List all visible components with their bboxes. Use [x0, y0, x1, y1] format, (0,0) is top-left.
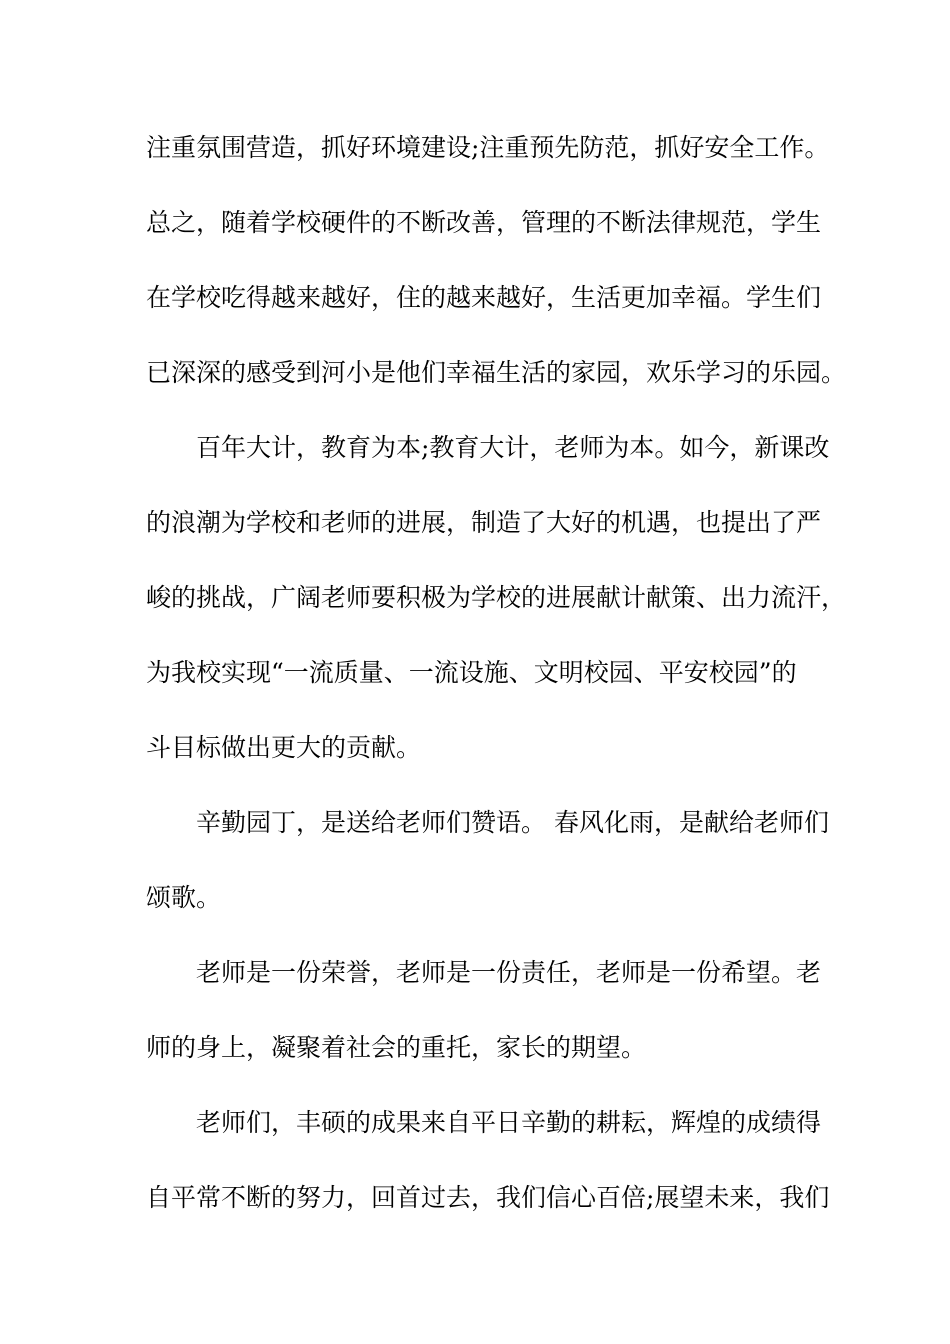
text-line: 峻的挑战，广阔老师要积极为学校的进展献计献策、出力流汗，	[146, 583, 847, 612]
text-line: 斗目标做出更大的贡献。	[146, 733, 422, 762]
text-line: 师的身上，凝聚着社会的重托，家长的期望。	[146, 1033, 647, 1062]
text-line: 为我校实现“一流质量、一流设施、文明校园、平安校园”的	[146, 658, 797, 687]
text-line: 在学校吃得越来越好，住的越来越好，生活更加幸福。学生们	[146, 283, 822, 312]
text-line: 注重氛围营造，抓好环境建设;注重预先防范，抓好安全工作。	[146, 133, 830, 162]
text-line: 的浪潮为学校和老师的进展，制造了大好的机遇，也提出了严	[146, 508, 822, 537]
text-line: 自平常不断的努力，回首过去，我们信心百倍;展望未来，我们	[146, 1183, 830, 1212]
text-line: 颂歌。	[146, 883, 222, 912]
paragraph-first-line: 辛勤园丁，是送给老师们赞语。 春风化雨，是献给老师们	[196, 808, 829, 837]
text-line: 总之，随着学校硬件的不断改善，管理的不断法律规范，学生	[146, 208, 822, 237]
document-body	[146, 128, 847, 1253]
paragraph-first-line: 老师是一份荣誉，老师是一份责任，老师是一份希望。老	[196, 958, 822, 987]
text-line: 已深深的感受到河小是他们幸福生活的家园，欢乐学习的乐园。	[146, 358, 847, 387]
paragraph-first-line: 百年大计，教育为本;教育大计，老师为本。如今，新课改	[196, 433, 830, 462]
paragraph-first-line: 老师们，丰硕的成果来自平日辛勤的耕耘，辉煌的成绩得	[196, 1108, 822, 1137]
